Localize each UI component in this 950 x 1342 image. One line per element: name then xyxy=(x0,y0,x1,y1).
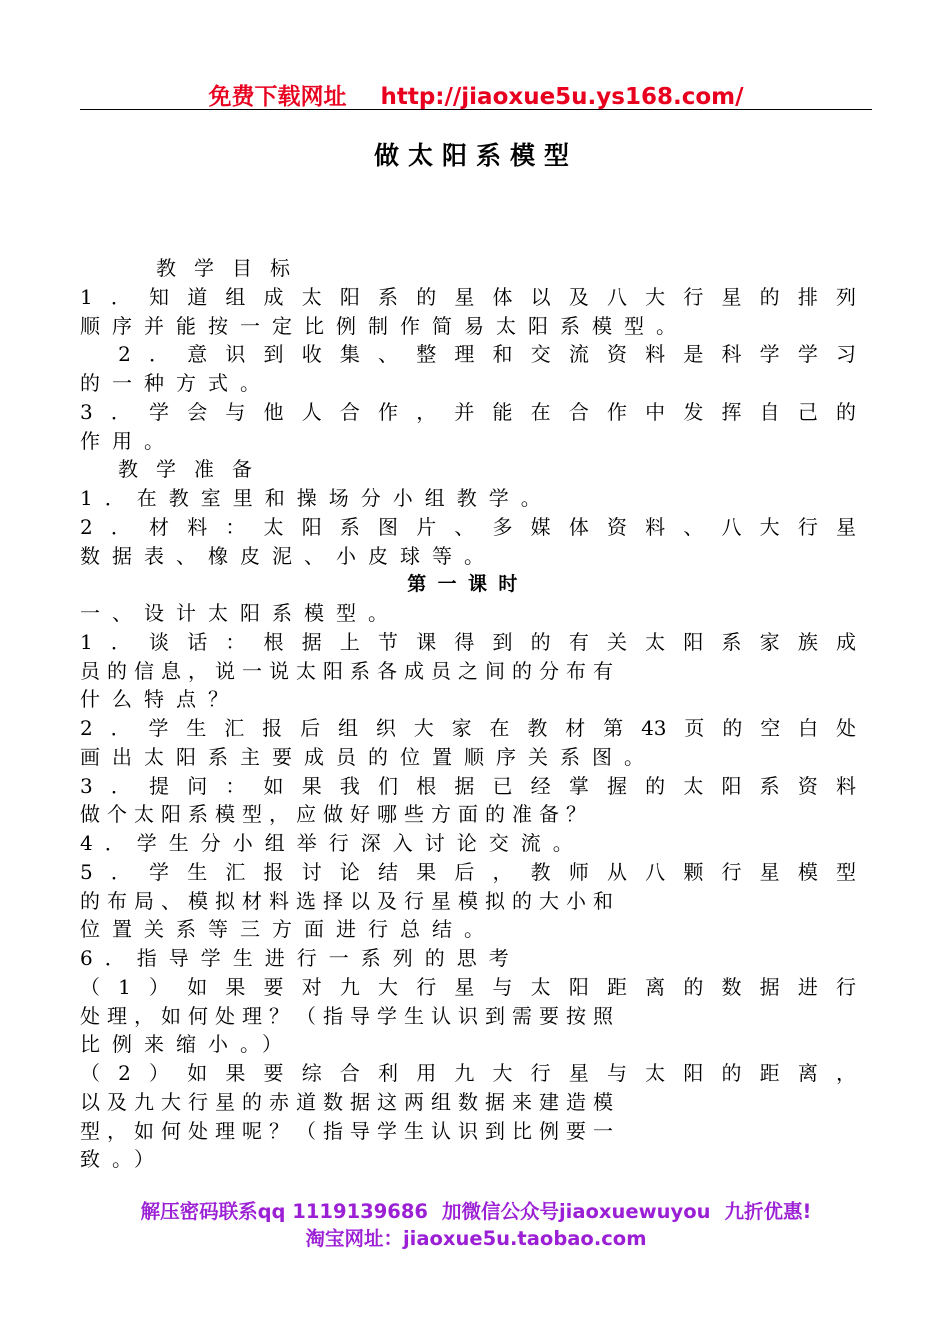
text-line: 的一种方式。 xyxy=(80,371,272,395)
text-line: 员的信息，说一说太阳系各成员之间的分布有 xyxy=(80,658,620,683)
text-line: 什么特点？ xyxy=(80,687,240,712)
download-label: 免费下载网址 xyxy=(208,84,347,110)
text-line: 4．学生分小组举行深入讨论交流。 xyxy=(80,831,585,855)
text-line: 画出太阳系主要成员的位置顺序关系图。 xyxy=(80,744,656,769)
text-line: 做个太阳系模型，应做好哪些方面的准备？ xyxy=(80,802,593,827)
section-heading-preparation: 教学准备 xyxy=(80,457,270,482)
download-link[interactable]: http://jiaoxue5u.ys168.com/ xyxy=(380,84,744,110)
text-line: 2．学生汇报后组织大家在教材第43页的空白处 xyxy=(80,716,856,740)
text-line: 2．意识到收集、整理和交流资料是科学学习 xyxy=(80,342,856,367)
text-line: 3．提问：如果我们根据已经掌握的太阳系资料 xyxy=(80,773,856,798)
footer-contact-line xyxy=(80,1198,872,1225)
download-header xyxy=(80,78,872,111)
text-line: （2）如果要综合利用九大行星与太阳的距离， xyxy=(80,1061,856,1085)
lesson-period-heading: 第一课时 xyxy=(407,573,529,596)
text-line: 型，如何处理呢？（指导学生认识到比例要一 xyxy=(80,1118,620,1143)
text-line: 数据表、橡皮泥、小皮球等。 xyxy=(80,543,496,568)
text-line: 以及九大行星的赤道数据这两组数据来建造模 xyxy=(80,1089,620,1114)
text-line: 位置关系等三方面进行总结。 xyxy=(80,917,496,942)
header-divider xyxy=(80,109,872,110)
wechat-account: 加微信公众号jiaoxuewuyou xyxy=(441,1200,711,1223)
text-line: 5．学生汇报讨论结果后，教师从八颗行星模型 xyxy=(80,859,856,884)
text-line: 1．知道组成太阳系的星体以及八大行星的排列 xyxy=(80,284,856,309)
text-line: 一、设计太阳系模型。 xyxy=(80,601,400,625)
text-line: 1．在教室里和操场分小组教学。 xyxy=(80,486,553,510)
text-line: 3．学会与他人合作，并能在合作中发挥自己的 xyxy=(80,399,856,424)
text-line: （1）如果要对九大行星与太阳距离的数据进行 xyxy=(80,974,856,999)
text-line: 作用。 xyxy=(80,428,176,453)
text-line: 顺序并能按一定比例制作简易太阳系模型。 xyxy=(80,313,688,338)
text-line: 致。） xyxy=(80,1147,166,1172)
text-line: 处理，如何处理？（指导学生认识到需要按照 xyxy=(80,1003,620,1028)
discount-note: 九折优惠! xyxy=(724,1200,812,1223)
qq-contact: 解压密码联系qq 1119139686 xyxy=(140,1200,428,1223)
section-heading-objectives: 教学目标 xyxy=(80,256,308,280)
footer-promo xyxy=(80,1198,872,1252)
lesson-body xyxy=(80,254,856,1174)
text-line: 1．谈话：根据上节课得到的有关太阳系家族成 xyxy=(80,629,856,654)
page-title: 做太阳系模型 xyxy=(373,141,578,170)
text-line: 的布局、模拟材料选择以及行星模拟的大小和 xyxy=(80,888,620,913)
text-line: 6．指导学生进行一系列的思考 xyxy=(80,946,521,970)
taobao-link[interactable]: 淘宝网址：jiaoxue5u.taobao.com xyxy=(305,1227,647,1250)
text-line: 比例来缩小。） xyxy=(80,1032,294,1057)
text-line: 2．材料：太阳系图片、多媒体资料、八大行星 xyxy=(80,514,856,539)
